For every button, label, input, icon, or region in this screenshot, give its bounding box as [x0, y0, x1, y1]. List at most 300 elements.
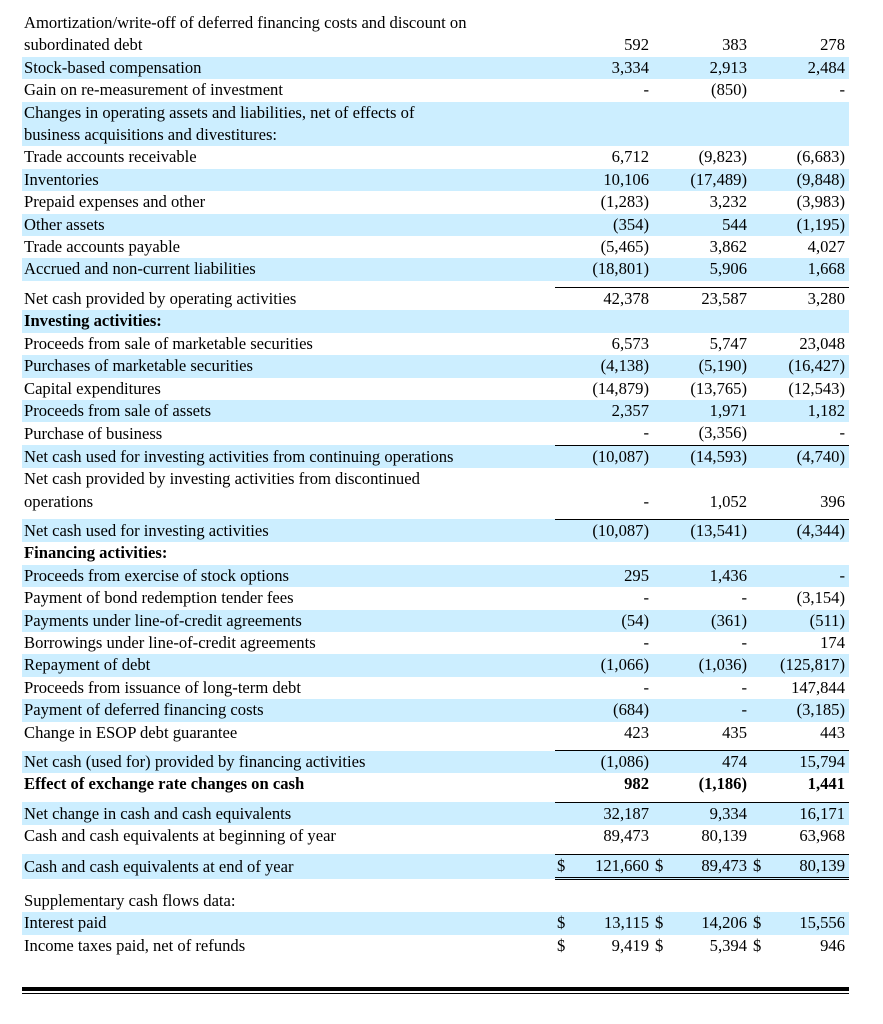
statement-row	[22, 699, 849, 721]
currency-symbol	[555, 773, 573, 795]
row-label: Stock-based compensation	[22, 57, 555, 79]
value-cell: (54)	[573, 610, 653, 632]
value-cell: 383	[722, 35, 747, 55]
currency-symbol	[653, 610, 671, 632]
currency-symbol	[555, 258, 573, 280]
value-cell: (13,765)	[690, 378, 747, 398]
value-cell: 32,187	[573, 802, 653, 825]
value-cell: 3,862	[709, 237, 747, 257]
currency-symbol	[751, 825, 769, 847]
currency-symbol	[555, 333, 573, 355]
value-cell	[671, 542, 751, 564]
value-cell: -	[741, 588, 747, 608]
currency-symbol	[653, 802, 671, 825]
value-cell: 174	[820, 632, 845, 652]
value-cell: 3,232	[709, 192, 747, 212]
value-cell	[769, 310, 849, 332]
row-label: Accrued and non-current liabilities	[22, 258, 555, 280]
currency-symbol	[555, 378, 573, 400]
value-cell: 3,280	[769, 287, 849, 310]
value-cell	[573, 124, 653, 146]
statement-row	[22, 333, 849, 355]
value-cell: (3,983)	[796, 192, 845, 212]
currency-symbol	[751, 677, 769, 699]
value-cell: 13,115	[573, 912, 653, 934]
statement-row	[22, 102, 849, 124]
value-cell: -	[643, 423, 649, 443]
currency-symbol: $	[653, 854, 671, 878]
value-cell: (9,823)	[698, 147, 747, 167]
value-cell: (17,489)	[671, 169, 751, 191]
value-cell	[769, 124, 849, 146]
statement-row	[22, 802, 849, 825]
currency-symbol	[653, 57, 671, 79]
value-cell: -	[839, 423, 845, 443]
value-cell: (6,683)	[796, 147, 845, 167]
currency-symbol	[751, 445, 769, 468]
row-label: Payments under line-of-credit agreements	[22, 610, 555, 632]
currency-symbol	[751, 722, 769, 744]
value-cell: -	[643, 632, 649, 652]
value-cell: (684)	[573, 699, 653, 721]
row-label: Cash and cash equivalents at beginning of year	[24, 826, 336, 846]
value-cell: 1,441	[807, 774, 845, 794]
row-label: Inventories	[22, 169, 555, 191]
row-label: Supplementary cash flows data:	[24, 891, 236, 911]
value-cell: 3,334	[573, 57, 653, 79]
currency-symbol	[653, 890, 671, 912]
currency-symbol	[555, 890, 573, 912]
currency-symbol	[653, 258, 671, 280]
currency-symbol	[751, 519, 769, 542]
row-label: Amortization/write-off of deferred financing costs and discount on	[24, 13, 467, 32]
value-cell	[573, 12, 653, 34]
row-label: Cash and cash equivalents at end of year	[22, 854, 555, 878]
currency-symbol	[555, 542, 573, 564]
value-cell: 295	[573, 565, 653, 587]
currency-symbol	[555, 355, 573, 377]
value-cell: (125,817)	[769, 654, 849, 676]
currency-symbol	[653, 722, 671, 744]
value-cell: (3,154)	[796, 588, 845, 608]
currency-symbol	[653, 587, 671, 609]
currency-symbol	[555, 468, 573, 490]
currency-symbol	[555, 214, 573, 236]
statement-row	[22, 773, 849, 795]
row-label: Net cash provided by operating activities	[24, 288, 297, 308]
statement-row	[22, 79, 849, 101]
currency-symbol: $	[751, 912, 769, 934]
value-cell: (354)	[573, 214, 653, 236]
value-cell: 4,027	[807, 237, 845, 257]
currency-symbol	[751, 587, 769, 609]
currency-symbol	[751, 468, 769, 490]
currency-symbol	[751, 236, 769, 258]
spacer-row	[22, 879, 849, 891]
row-label: Capital expenditures	[24, 378, 161, 398]
currency-symbol: $	[555, 854, 573, 878]
currency-symbol	[555, 654, 573, 676]
row-label: Other assets	[22, 214, 555, 236]
currency-symbol: $	[557, 935, 566, 955]
statement-row	[22, 236, 849, 258]
row-label: Net cash used for investing activities from continuing operations	[22, 445, 555, 468]
value-cell: (5,190)	[671, 355, 751, 377]
value-cell: -	[671, 699, 751, 721]
currency-symbol	[653, 677, 671, 699]
row-label: Change in ESOP debt guarantee	[24, 722, 238, 742]
row-label: subordinated debt	[24, 35, 143, 55]
value-cell	[671, 12, 751, 34]
currency-symbol	[653, 169, 671, 191]
currency-symbol	[653, 236, 671, 258]
currency-symbol	[653, 468, 671, 490]
value-cell: (361)	[671, 610, 751, 632]
statement-row	[22, 542, 849, 564]
currency-symbol	[653, 34, 671, 56]
value-cell: (1,066)	[573, 654, 653, 676]
currency-symbol	[653, 542, 671, 564]
currency-symbol	[555, 422, 573, 445]
value-cell: 544	[671, 214, 751, 236]
value-cell: 278	[820, 35, 845, 55]
value-cell: (10,087)	[573, 445, 653, 468]
value-cell: (1,036)	[671, 654, 751, 676]
value-cell: -	[741, 677, 747, 697]
currency-symbol	[555, 236, 573, 258]
value-cell: (4,344)	[769, 519, 849, 542]
statement-row	[22, 632, 849, 654]
currency-symbol	[751, 57, 769, 79]
row-label: Proceeds from issuance of long-term debt	[24, 677, 301, 697]
currency-symbol	[555, 146, 573, 168]
currency-symbol	[653, 491, 671, 513]
value-cell: -	[741, 632, 747, 652]
currency-symbol	[751, 699, 769, 721]
value-cell: 443	[820, 722, 845, 742]
value-cell: 9,419	[611, 935, 649, 955]
value-cell: (4,740)	[769, 445, 849, 468]
value-cell: 1,182	[769, 400, 849, 422]
value-cell: 982	[624, 774, 649, 794]
currency-symbol	[751, 287, 769, 310]
value-cell: (10,087)	[573, 519, 653, 542]
currency-symbol	[751, 34, 769, 56]
value-cell: 16,171	[769, 802, 849, 825]
row-label: Repayment of debt	[22, 654, 555, 676]
row-label: Effect of exchange rate changes on cash	[24, 774, 305, 794]
currency-symbol	[653, 124, 671, 146]
currency-symbol	[555, 565, 573, 587]
currency-symbol	[555, 34, 573, 56]
currency-symbol	[751, 146, 769, 168]
statement-row	[22, 491, 849, 513]
row-label: Net cash provided by investing activities from discontinued	[24, 469, 420, 489]
currency-symbol	[653, 773, 671, 795]
row-label: Borrowings under line-of-credit agreements	[24, 632, 316, 652]
row-label: Net change in cash and cash equivalents	[22, 802, 555, 825]
statement-row	[22, 722, 849, 744]
currency-symbol	[751, 79, 769, 101]
currency-symbol	[653, 214, 671, 236]
row-label: Trade accounts receivable	[24, 147, 197, 167]
value-cell: (14,593)	[671, 445, 751, 468]
value-cell	[573, 542, 653, 564]
currency-symbol	[751, 102, 769, 124]
currency-symbol	[555, 102, 573, 124]
bottom-double-rule-thick	[22, 987, 849, 991]
value-cell	[671, 124, 751, 146]
value-cell: (13,541)	[671, 519, 751, 542]
statement-body	[22, 12, 849, 957]
value-cell: 63,968	[799, 826, 845, 846]
value-cell	[769, 468, 849, 490]
value-cell	[769, 102, 849, 124]
statement-row	[22, 169, 849, 191]
value-cell: (1,195)	[769, 214, 849, 236]
value-cell: 6,712	[611, 147, 649, 167]
row-label: Investing activities:	[22, 310, 555, 332]
statement-row	[22, 935, 849, 957]
value-cell	[671, 310, 751, 332]
currency-symbol	[751, 890, 769, 912]
currency-symbol: $	[555, 912, 573, 934]
currency-symbol	[751, 610, 769, 632]
currency-symbol	[555, 751, 573, 774]
currency-symbol	[751, 654, 769, 676]
statement-row	[22, 825, 849, 847]
currency-symbol	[653, 146, 671, 168]
value-cell	[573, 890, 653, 912]
currency-symbol	[653, 445, 671, 468]
row-label: Interest paid	[22, 912, 555, 934]
currency-symbol	[653, 632, 671, 654]
statement-row	[22, 378, 849, 400]
currency-symbol	[751, 124, 769, 146]
value-cell	[769, 12, 849, 34]
value-cell: (14,879)	[592, 378, 649, 398]
currency-symbol	[653, 355, 671, 377]
statement-row	[22, 400, 849, 422]
currency-symbol	[653, 310, 671, 332]
value-cell: 9,334	[671, 802, 751, 825]
value-cell	[573, 468, 653, 490]
value-cell: 14,206	[671, 912, 751, 934]
value-cell: 2,913	[671, 57, 751, 79]
currency-symbol	[653, 287, 671, 310]
value-cell: 2,357	[573, 400, 653, 422]
row-label: Gain on re-measurement of investment	[24, 80, 283, 100]
value-cell: 89,473	[603, 826, 649, 846]
statement-row	[22, 191, 849, 213]
currency-symbol: $	[751, 854, 769, 878]
value-cell: 1,052	[709, 491, 747, 511]
value-cell: 80,139	[769, 854, 849, 878]
value-cell: 396	[820, 491, 845, 511]
currency-symbol	[555, 79, 573, 101]
currency-symbol	[751, 355, 769, 377]
statement-row	[22, 654, 849, 676]
value-cell: (4,138)	[573, 355, 653, 377]
currency-symbol	[653, 400, 671, 422]
value-cell	[769, 890, 849, 912]
value-cell: (9,848)	[769, 169, 849, 191]
value-cell: 592	[624, 35, 649, 55]
currency-symbol	[653, 825, 671, 847]
currency-symbol	[555, 12, 573, 34]
spacer-cell	[22, 879, 849, 891]
currency-symbol: $	[655, 935, 664, 955]
currency-symbol	[555, 825, 573, 847]
currency-symbol	[653, 102, 671, 124]
currency-symbol	[751, 378, 769, 400]
currency-symbol	[555, 310, 573, 332]
currency-symbol	[653, 699, 671, 721]
value-cell	[671, 890, 751, 912]
currency-symbol	[751, 310, 769, 332]
currency-symbol: $	[653, 912, 671, 934]
row-label: Prepaid expenses and other	[24, 192, 206, 212]
value-cell: (3,356)	[698, 423, 747, 443]
currency-symbol	[751, 565, 769, 587]
row-label: Changes in operating assets and liabilities, net of effects of	[22, 102, 555, 124]
cash-flow-statement-table	[22, 12, 849, 957]
value-cell: 423	[624, 722, 649, 742]
value-cell	[671, 468, 751, 490]
value-cell: 15,556	[769, 912, 849, 934]
currency-symbol	[751, 491, 769, 513]
row-label: Income taxes paid, net of refunds	[24, 935, 246, 955]
currency-symbol	[555, 519, 573, 542]
currency-symbol	[555, 124, 573, 146]
currency-symbol	[653, 333, 671, 355]
currency-symbol	[555, 610, 573, 632]
currency-symbol	[653, 565, 671, 587]
currency-symbol	[653, 751, 671, 774]
currency-symbol	[751, 400, 769, 422]
currency-symbol	[555, 57, 573, 79]
statement-row	[22, 677, 849, 699]
value-cell: 1,436	[671, 565, 751, 587]
value-cell: (12,543)	[788, 378, 845, 398]
currency-symbol	[653, 422, 671, 445]
value-cell: -	[769, 565, 849, 587]
row-label: Financing activities:	[24, 543, 168, 563]
currency-symbol	[555, 722, 573, 744]
value-cell	[671, 102, 751, 124]
currency-symbol	[751, 422, 769, 445]
value-cell: -	[643, 80, 649, 100]
value-cell: 80,139	[701, 826, 747, 846]
value-cell	[769, 542, 849, 564]
value-cell: 435	[722, 722, 747, 742]
statement-row	[22, 310, 849, 332]
row-label: Payment of bond redemption tender fees	[24, 588, 294, 608]
value-cell: -	[643, 491, 649, 511]
currency-symbol	[751, 802, 769, 825]
value-cell: (16,427)	[769, 355, 849, 377]
currency-symbol	[751, 169, 769, 191]
currency-symbol	[555, 287, 573, 310]
bottom-double-rule-thin	[22, 993, 849, 994]
value-cell: -	[839, 80, 845, 100]
currency-symbol	[555, 587, 573, 609]
currency-symbol	[751, 632, 769, 654]
currency-symbol	[751, 214, 769, 236]
row-label: Purchases of marketable securities	[22, 355, 555, 377]
value-cell: 23,048	[799, 333, 845, 353]
value-cell: (3,185)	[769, 699, 849, 721]
currency-symbol	[751, 333, 769, 355]
row-label: Proceeds from sale of assets	[22, 400, 555, 422]
value-cell: 10,106	[573, 169, 653, 191]
value-cell: 5,394	[709, 935, 747, 955]
statement-row	[22, 445, 849, 468]
statement-row	[22, 12, 849, 34]
statement-row	[22, 587, 849, 609]
value-cell: (1,186)	[698, 774, 747, 794]
row-label: Proceeds from exercise of stock options	[22, 565, 555, 587]
statement-row	[22, 214, 849, 236]
currency-symbol	[555, 699, 573, 721]
value-cell: 946	[820, 935, 845, 955]
currency-symbol	[751, 751, 769, 774]
currency-symbol	[555, 169, 573, 191]
value-cell: (511)	[769, 610, 849, 632]
row-label: Net cash (used for) provided by financing activities	[22, 751, 555, 774]
statement-row	[22, 258, 849, 280]
row-label: Net cash used for investing activities	[22, 519, 555, 542]
statement-row	[22, 854, 849, 878]
row-label: business acquisitions and divestitures:	[22, 124, 555, 146]
statement-row	[22, 146, 849, 168]
statement-row	[22, 57, 849, 79]
value-cell: (1,086)	[573, 751, 653, 774]
currency-symbol	[653, 654, 671, 676]
value-cell: 1,668	[769, 258, 849, 280]
statement-row	[22, 34, 849, 56]
value-cell: 2,484	[769, 57, 849, 79]
value-cell: 15,794	[769, 751, 849, 774]
statement-row	[22, 355, 849, 377]
value-cell: 474	[671, 751, 751, 774]
currency-symbol	[653, 12, 671, 34]
value-cell: 147,844	[791, 677, 845, 697]
value-cell: (1,283)	[600, 192, 649, 212]
currency-symbol	[555, 632, 573, 654]
currency-symbol	[653, 79, 671, 101]
currency-symbol	[555, 400, 573, 422]
currency-symbol	[653, 191, 671, 213]
value-cell: 23,587	[671, 287, 751, 310]
value-cell: (18,801)	[573, 258, 653, 280]
currency-symbol	[555, 445, 573, 468]
currency-symbol	[555, 491, 573, 513]
currency-symbol	[751, 542, 769, 564]
currency-symbol	[751, 191, 769, 213]
statement-row	[22, 519, 849, 542]
value-cell: -	[643, 588, 649, 608]
row-label: operations	[24, 491, 94, 511]
statement-row	[22, 124, 849, 146]
value-cell: 121,660	[573, 854, 653, 878]
row-label: Purchase of business	[24, 423, 163, 443]
currency-symbol	[653, 378, 671, 400]
value-cell: 5,906	[671, 258, 751, 280]
value-cell	[573, 102, 653, 124]
currency-symbol	[555, 802, 573, 825]
value-cell: 42,378	[573, 287, 653, 310]
